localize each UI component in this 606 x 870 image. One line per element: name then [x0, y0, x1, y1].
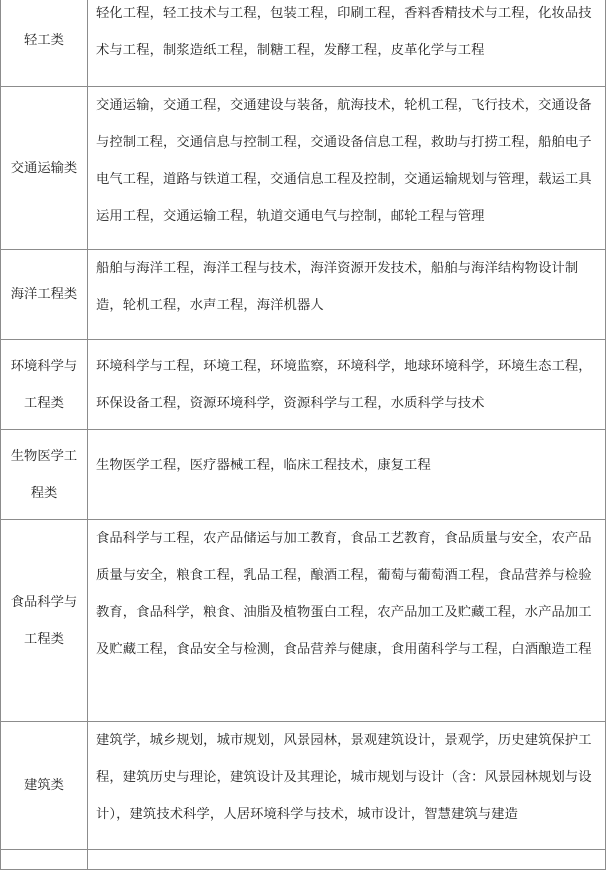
- category-cell: 食品科学与工程类: [1, 520, 88, 722]
- table-row: [1, 722, 606, 850]
- majors-cell: 环境科学与工程，环境工程，环境监察，环境科学，地球环境科学，环境生态工程，环保设备工程，资源环境科学，资源科学与工程，水质科学与技术: [88, 340, 606, 430]
- category-cell: 海洋工程类: [1, 250, 88, 340]
- majors-cell: 食品科学与工程，农产品储运与加工教育，食品工艺教育，食品质量与安全，农产品质量与安全，粮食工程，乳品工程，酿酒工程，葡萄与葡萄酒工程，食品营养与检验教育，食品科学，粮食、油脂及植物蛋白工程，农产品加工及贮藏工程，水产品加工及贮藏工程，食品安全与检测，食品营养与健康，食用菌科学与工程，白酒酿造工程: [88, 520, 606, 722]
- table-row: [1, 0, 606, 87]
- table-row: [1, 430, 606, 520]
- majors-cell: 船舶与海洋工程，海洋工程与技术，海洋资源开发技术，船舶与海洋结构物设计制造，轮机工程，水声工程，海洋机器人: [88, 250, 606, 340]
- category-cell: 生物医学工程类: [1, 430, 88, 520]
- majors-cell: 建筑学，城乡规划，城市规划，风景园林，景观建筑设计，景观学，历史建筑保护工程，建筑历史与理论，建筑设计及其理论，城市规划与设计（含：风景园林规划与设计），建筑技术科学，人居环境科学与技术，城市设计，智慧建筑与建造: [88, 722, 606, 850]
- table-row: [1, 250, 606, 340]
- category-cell: 环境科学与工程类: [1, 340, 88, 430]
- category-cell-empty: [1, 850, 88, 870]
- category-cell: 交通运输类: [1, 87, 88, 250]
- majors-cell-empty: [88, 850, 606, 870]
- category-cell: 建筑类: [1, 722, 88, 850]
- table-row: [1, 340, 606, 430]
- majors-cell: 轻化工程，轻工技术与工程，包装工程，印刷工程，香料香精技术与工程，化妆品技术与工程，制浆造纸工程，制糖工程，发酵工程，皮革化学与工程: [88, 0, 606, 87]
- majors-cell: 交通运输，交通工程，交通建设与装备，航海技术，轮机工程，飞行技术，交通设备与控制工程，交通信息与控制工程，交通设备信息工程，救助与打捞工程，船舶电子电气工程，道路与铁道工程，交通信息工程及控制，交通运输规划与管理，载运工具运用工程，交通运输工程，轨道交通电气与控制，邮轮工程与管理: [88, 87, 606, 250]
- table-row: [1, 87, 606, 250]
- table-row: [1, 520, 606, 722]
- table-row-partial: [1, 850, 606, 870]
- majors-cell: 生物医学工程，医疗器械工程，临床工程技术，康复工程: [88, 430, 606, 520]
- category-cell: 轻工类: [1, 0, 88, 87]
